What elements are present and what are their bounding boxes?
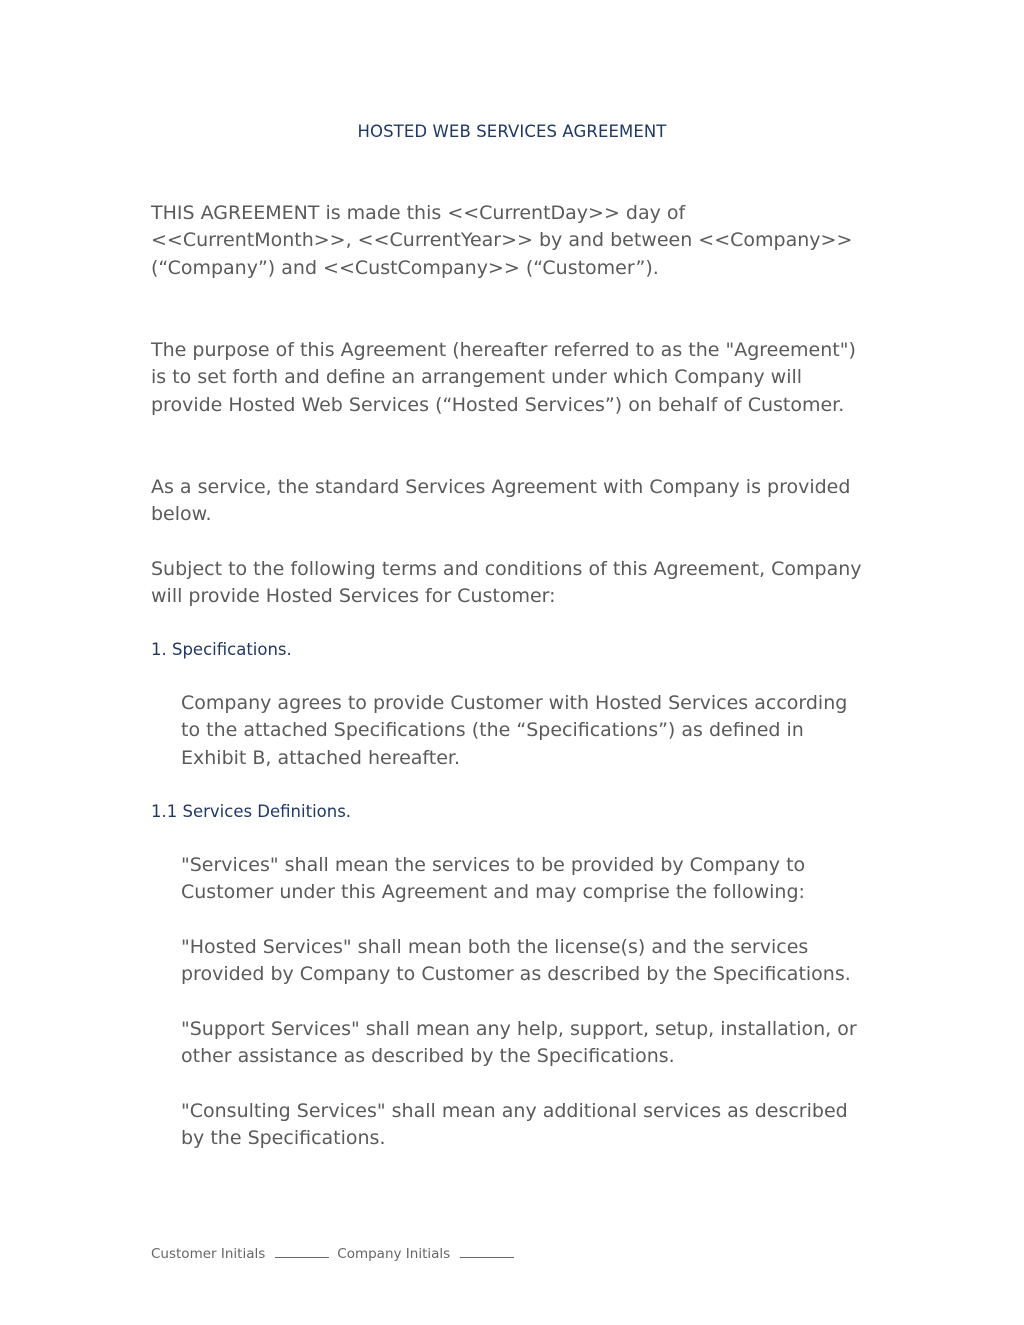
section-heading-services-definitions: 1.1 Services Definitions.: [151, 802, 352, 821]
company-initials-label: Company Initials: [337, 1246, 451, 1262]
consulting-services-definition-paragraph: "Consulting Services" shall mean any additional services as described by the Specifications.: [181, 1100, 848, 1150]
document-title: HOSTED WEB SERVICES AGREEMENT: [357, 122, 667, 141]
company-initials-line[interactable]: [460, 1245, 514, 1258]
initials-footer: [151, 1245, 522, 1262]
purpose-paragraph: The purpose of this Agreement (hereafter referred to as the "Agreement") is to set forth and define an arrangement under which Company will provide Hosted Web Services (“Hosted Services”) on behalf of Customer.: [151, 339, 856, 416]
customer-initials-line[interactable]: [275, 1245, 329, 1258]
hosted-services-definition-paragraph: "Hosted Services" shall mean both the license(s) and the services provided by Company to Customer as described by the Specifications.: [181, 936, 851, 986]
services-definition-paragraph: "Services" shall mean the services to be provided by Company to Customer under this Agreement and may comprise the following:: [181, 854, 806, 904]
service-paragraph: As a service, the standard Services Agreement with Company is provided below.: [151, 476, 851, 526]
intro-paragraph: THIS AGREEMENT is made this <<CurrentDay>> day of <<CurrentMonth>>, <<CurrentYear>> by and between <<Company>> (“Company”) and <<CustCompany>> (“Customer”).: [151, 202, 853, 279]
subject-paragraph: Subject to the following terms and conditions of this Agreement, Company will provide Hosted Services for Customer:: [151, 558, 862, 608]
support-services-definition-paragraph: "Support Services" shall mean any help, support, setup, installation, or other assistance as described by the Specifications.: [181, 1018, 857, 1068]
customer-initials-label: Customer Initials: [151, 1246, 266, 1262]
specifications-paragraph: Company agrees to provide Customer with Hosted Services according to the attached Specifications (the “Specifications”) as defined in Exhibit B, attached hereafter.: [181, 692, 848, 769]
section-heading-specifications: 1. Specifications.: [151, 640, 292, 659]
